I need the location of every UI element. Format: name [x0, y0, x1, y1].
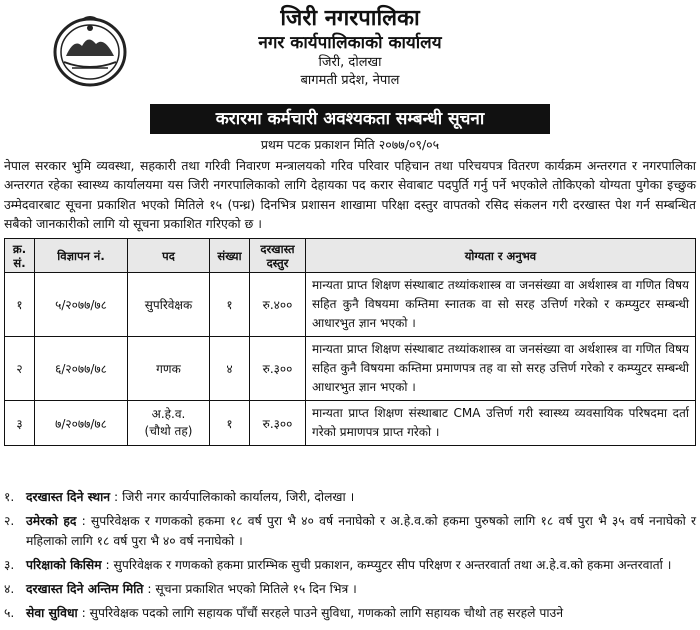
- address-line-2: बागमती प्रदेश, नेपाल: [300, 73, 400, 88]
- cell-qualification: मान्यता प्राप्त शिक्षण संस्थाबाट तथ्यांकशास्त्र वा जनसंख्या वा अर्थशास्त्र वा गणित विषय सहित कुनै विषयमा कम्तिमा प्रमाणपत्र तह वा सो सरह उत्तिर्ण गरेको र कम्प्युटर सम्बन्धी आधारभुत ज्ञान भएको ।: [306, 337, 696, 401]
- cell-post: सुपरिवेक्षक: [128, 273, 210, 337]
- list-item: [4, 555, 696, 575]
- note-number: ५.: [4, 606, 15, 620]
- table-row: [5, 337, 696, 401]
- note-text: : सुपरिवेक्षक र गणकको हकमा प्रारम्भिक सुची प्रकाशन, कम्प्युटर सीप परिक्षण र अन्तरवार्ता तथा अ.हे.व.को हकमा अन्तरवार्ता ।: [101, 558, 672, 572]
- cell-qualification: मान्यता प्राप्त शिक्षण संस्थाबाट तथ्यांकशास्त्र वा जनसंख्या वा अर्थशास्त्र वा गणित विषय सहित कुनै विषयमा कम्तिमा स्नातक वा सो सरह उत्तिर्ण गरेको र कम्प्युटर सम्बन्धी आधारभुत ज्ञान भएको ।: [306, 273, 696, 337]
- cell-fee: रु.४००: [250, 273, 306, 337]
- cell-fee: रु.३००: [250, 337, 306, 401]
- cell-qualification: मान्यता प्राप्त शिक्षण संस्थाबाट CMA उत्तिर्ण गरी स्वास्थ्य व्यवसायिक परिषदमा दर्ता गरेको प्रमाणपत्र प्राप्त गरेको ।: [306, 401, 696, 446]
- list-item: [4, 603, 696, 623]
- note-text: : सुपरिवेक्षक पदको लागि सहायक पाँचौं सरहले पाउने सुविधा, गणकको लागि सहायक चौथो तह सरहले पाउने: [77, 606, 564, 620]
- cell-ad-no: ६/२०७७/७८: [35, 337, 128, 401]
- municipality-emblem-icon: [52, 12, 128, 88]
- notes-list: [4, 487, 696, 627]
- note-body: [26, 579, 696, 599]
- note-text: : जिरी नगर कार्यपालिकाको कार्यालय, जिरी, दोलखा ।: [110, 490, 355, 504]
- table-row: [5, 273, 696, 337]
- cell-sn: २: [5, 337, 35, 401]
- note-text: : सूचना प्रकाशित भएको मितिले १५ दिन भित्र ।: [143, 582, 357, 596]
- note-body: [26, 511, 696, 551]
- cell-ad-no: ५/२०७७/७८: [35, 273, 128, 337]
- list-item: [4, 579, 696, 599]
- letterhead: [0, 0, 700, 104]
- vacancy-table: [4, 238, 696, 446]
- note-title: परिक्षाको किसिम: [26, 558, 102, 572]
- cell-sn: ३: [5, 401, 35, 446]
- note-title: उमेरको हद: [26, 514, 77, 528]
- organization-block: [150, 6, 550, 90]
- cell-fee: रु.३००: [250, 401, 306, 446]
- notice-banner: करारमा कर्मचारी अवश्यकता सम्बन्धी सूचना: [150, 104, 550, 134]
- header-qualification: योग्यता र अनुभव: [306, 239, 696, 273]
- note-number: १.: [4, 490, 15, 504]
- note-number: २.: [4, 514, 15, 528]
- intro-paragraph: नेपाल सरकार भुमि व्यवस्था, सहकारी तथा गरिवी निवारण मन्त्रालयको गरिव परिवार पहिचान तथा परिचयपत्र वितरण कार्यक्रम अन्तरगत र नगरपालिका अन्तरगत रहेका स्वास्थ्य कार्यालयमा यस जिरी नगरपालिकाको लागि देहायका पद करार सेवाबाट पदपुर्ति गर्नु पर्ने भएकोले तोकिएको योग्यता पुगेका इच्छुक उम्मेदवारबाट सूचना प्रकाशित भएको मितिले १५ (पन्ध्र) दिनभित्र प्रशासन शाखामा परिक्षा दस्तुर वापतको रसिद संकलन गरी दरखास्त पेश गर्न सम्बन्धित सबैको जानकारीको लागि यो सूचना प्रकाशित गरिएको छ ।: [4, 158, 696, 232]
- cell-count: ४: [210, 337, 250, 401]
- note-body: [26, 603, 696, 623]
- cell-post: गणक: [128, 337, 210, 401]
- header-fee: दरखास्त दस्तुर: [250, 239, 306, 273]
- note-title: दरखास्त दिने अन्तिम मिति: [26, 582, 144, 596]
- cell-sn: १: [5, 273, 35, 337]
- cell-count: १: [210, 273, 250, 337]
- cell-ad-no: ७/२०७७/७८: [35, 401, 128, 446]
- header-sn: क्र. सं.: [5, 239, 35, 273]
- post-level: (चौथो तह): [144, 424, 193, 438]
- header-post: पद: [128, 239, 210, 273]
- header-ad-no: विज्ञापन नं.: [35, 239, 128, 273]
- note-body: [26, 555, 696, 575]
- post-name: अ.हे.व.: [151, 407, 186, 421]
- cell-post: [128, 401, 210, 446]
- note-number: ३.: [4, 558, 15, 572]
- note-text: : सुपरिवेक्षक र गणकको हकमा १८ वर्ष पुरा भै ४० वर्ष ननाघेको र अ.हे.व.को हकमा पुरुषको लागि १८ वर्ष पुरा भै ३५ वर्ष ननाघेको र महिलाको लागि १८ वर्ष पुरा भै ४० वर्ष ननाघेको ।: [26, 514, 696, 548]
- note-title: सेवा सुविधा: [26, 606, 78, 620]
- note-body: [26, 487, 696, 507]
- table-header-row: [5, 239, 696, 273]
- header-count: संख्या: [210, 239, 250, 273]
- office-name: नगर कार्यपालिकाको कार्यालय: [258, 33, 442, 53]
- publication-date: प्रथम पटक प्रकाशन मिति २०७७/०९/०५: [260, 137, 440, 152]
- address-line-1: जिरी, दोलखा: [318, 55, 382, 70]
- list-item: [4, 487, 696, 507]
- organization-title: जिरी नगरपालिका: [280, 6, 420, 31]
- note-title: दरखास्त दिने स्थान: [26, 490, 111, 504]
- note-number: ४.: [4, 582, 15, 596]
- table-row: [5, 401, 696, 446]
- cell-count: १: [210, 401, 250, 446]
- list-item: [4, 511, 696, 551]
